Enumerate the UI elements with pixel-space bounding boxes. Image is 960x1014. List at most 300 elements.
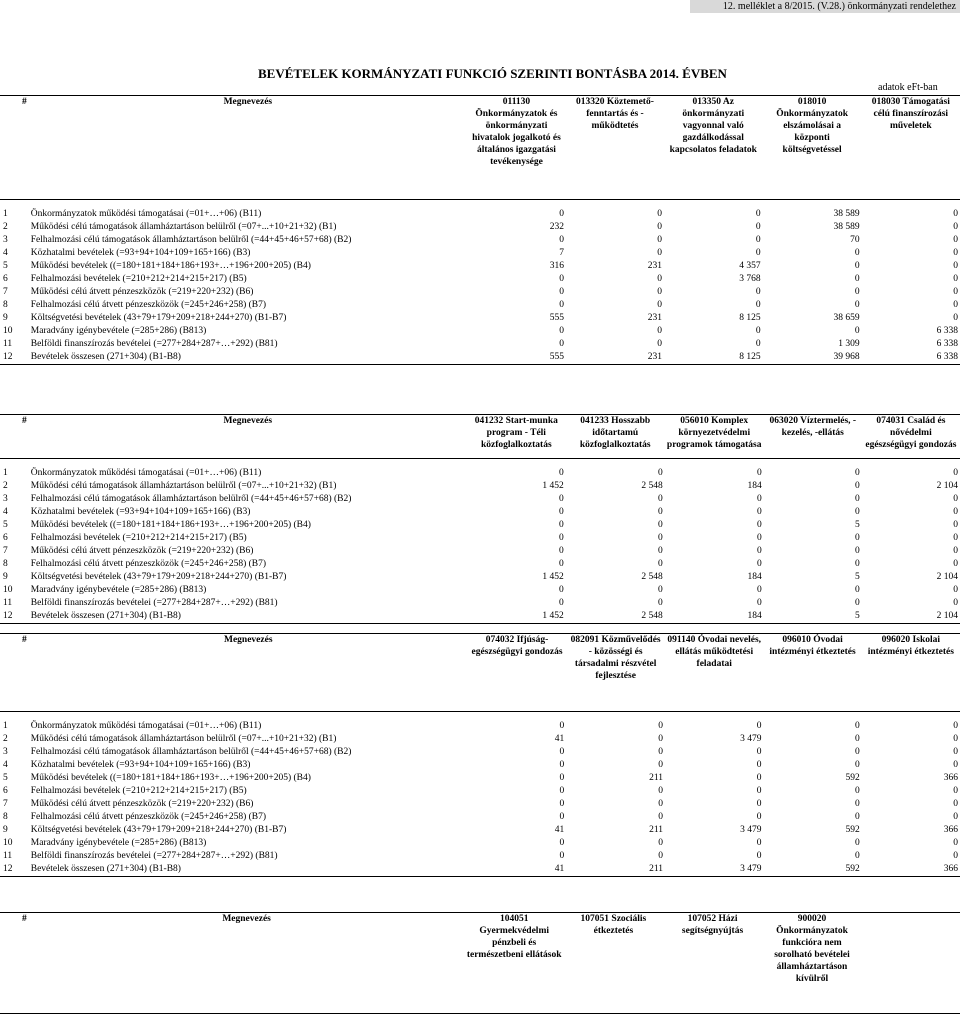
function-header: 018010 Önkormányzatok elszámolásai a központi költségvetéssel [763, 96, 862, 200]
table-row [0, 850, 960, 863]
row-number: 1 [3, 209, 8, 219]
value-cell: 0 [657, 222, 662, 232]
value-cell: 0 [756, 533, 762, 543]
row-label: Költségvetési bevételek (43+79+179+209+218+244+270) (B1-B7) [30, 313, 287, 323]
value-cell: 0 [854, 326, 860, 336]
table-row [0, 480, 960, 493]
function-header: 011130 Önkormányzatok és önkormányzati hivatalok jogalkotó és általános igazgatási tevékenysége [467, 96, 566, 200]
value-cell: 316 [549, 261, 564, 271]
value-cell: 0 [855, 546, 860, 556]
row-number: 5 [3, 520, 8, 530]
row-label: Működési célú támogatások államháztartáson belülről (=07+...+10+21+32) (B1) [30, 734, 337, 744]
value-cell: 0 [657, 546, 663, 556]
value-cell: 1 309 [838, 339, 860, 349]
value-cell: 0 [559, 274, 564, 284]
row-number: 7 [3, 287, 8, 297]
value-cell: 0 [755, 339, 761, 349]
row-label: Belföldi finanszírozás bevételei (=277+284+287+…+292) (B81) [30, 851, 278, 861]
value-cell: 0 [658, 734, 663, 744]
row-number: 6 [3, 786, 8, 796]
value-cell: 0 [559, 747, 565, 757]
value-cell: 0 [756, 494, 762, 504]
value-cell: 0 [755, 222, 761, 232]
value-cell: 0 [953, 209, 958, 219]
value-cell: 0 [657, 300, 662, 310]
value-cell: 0 [953, 313, 958, 323]
table-row [0, 785, 960, 798]
value-cell: 0 [953, 598, 958, 608]
row-number: 9 [3, 313, 8, 323]
value-cell: 3 768 [739, 274, 761, 284]
table-row [0, 733, 960, 746]
value-cell: 38 589 [833, 209, 860, 219]
row-number: 1 [3, 721, 8, 731]
table-row [0, 571, 960, 584]
value-cell: 184 [747, 481, 762, 491]
row-number: 12 [0, 863, 29, 877]
value-cell: 2 104 [862, 610, 960, 624]
value-cell: 0 [953, 533, 958, 543]
value-cell: 0 [953, 468, 958, 478]
value-cell: 0 [854, 287, 860, 297]
value-cell: 1 452 [542, 572, 564, 582]
value-cell: 0 [953, 261, 958, 271]
table-row [0, 260, 960, 273]
value-cell: 0 [854, 261, 860, 271]
col-name-header: Megnevezés [29, 96, 467, 200]
value-cell: 0 [559, 468, 564, 478]
value-cell: 0 [855, 494, 860, 504]
table-row [0, 746, 960, 759]
value-cell: 211 [649, 825, 663, 835]
value-cell: 0 [756, 838, 762, 848]
value-cell: 0 [559, 851, 565, 861]
value-cell: 0 [855, 598, 860, 608]
row-number: 9 [3, 825, 8, 835]
row-label: Maradvány igénybevétele (=285+286) (B813) [30, 585, 207, 595]
row-label: Működési bevételek ((=180+181+184+186+193+…+196+200+205) (B4) [30, 773, 311, 783]
table-row [0, 234, 960, 247]
col-hash-header: # [0, 415, 29, 459]
value-cell: 231 [566, 351, 664, 365]
value-cell: 184 [747, 572, 762, 582]
row-label: Működési célú átvett pénzeszközök (=219+220+232) (B6) [30, 546, 254, 556]
row-number: 8 [3, 559, 8, 569]
value-cell: 70 [850, 235, 860, 245]
value-cell: 211 [649, 773, 663, 783]
value-cell: 8 125 [739, 313, 761, 323]
value-cell: 0 [953, 799, 958, 809]
value-cell: 0 [658, 799, 663, 809]
table-row [0, 863, 960, 877]
row-label: Felhalmozási célú átvett pénzeszközök (=245+246+258) (B7) [30, 812, 267, 822]
table-header-row [0, 415, 960, 459]
value-cell: 592 [845, 825, 860, 835]
value-cell: 41 [554, 825, 565, 835]
row-number: 11 [3, 339, 13, 349]
function-header: 091140 Óvodai nevelés, ellátás működtetési feladatai [665, 634, 763, 712]
value-cell: 1 452 [467, 610, 566, 624]
table-row [0, 584, 960, 597]
value-cell: 0 [953, 494, 958, 504]
value-cell: 0 [953, 559, 958, 569]
value-cell: 0 [756, 546, 762, 556]
value-cell: 0 [657, 598, 663, 608]
value-cell: 0 [854, 812, 860, 822]
value-cell: 0 [756, 598, 762, 608]
value-cell: 0 [755, 300, 761, 310]
page-title: BEVÉTELEK KORMÁNYZATI FUNKCIÓ SZERINTI BONTÁSBA 2014. ÉVBEN [258, 66, 727, 81]
value-cell: 3 479 [740, 734, 762, 744]
table-row [0, 221, 960, 234]
table-row [0, 772, 960, 785]
function-header: 041233 Hosszabb időtartamú közfoglalkoztatás [566, 415, 665, 459]
value-cell: 366 [862, 863, 960, 877]
row-label: Maradvány igénybevétele (=285+286) (B813) [30, 838, 207, 848]
table-row [0, 545, 960, 558]
value-cell: 0 [854, 851, 860, 861]
value-cell: 0 [559, 559, 564, 569]
value-cell: 0 [657, 559, 663, 569]
table-row [0, 286, 960, 299]
value-cell: 555 [549, 313, 564, 323]
value-cell: 6 338 [936, 339, 958, 349]
value-cell: 6 338 [862, 351, 960, 365]
col-hash-header: # [0, 96, 29, 200]
value-cell: 0 [854, 760, 860, 770]
value-cell: 0 [658, 721, 663, 731]
table-row [0, 338, 960, 351]
value-cell: 0 [953, 520, 958, 530]
value-cell: 0 [657, 339, 662, 349]
value-cell: 0 [855, 468, 860, 478]
row-number: 12 [0, 351, 29, 365]
value-cell: 231 [647, 313, 662, 323]
row-label: Költségvetési bevételek (43+79+179+209+218+244+270) (B1-B7) [30, 825, 287, 835]
value-cell: 0 [953, 274, 958, 284]
value-cell: 0 [756, 721, 762, 731]
table-row [0, 312, 960, 325]
value-cell: 0 [854, 721, 860, 731]
value-cell: 0 [953, 734, 958, 744]
value-cell: 1 452 [542, 481, 564, 491]
value-cell: 0 [854, 747, 860, 757]
value-cell: 2 104 [936, 572, 958, 582]
value-cell: 0 [657, 274, 662, 284]
table-row [0, 558, 960, 571]
value-cell: 0 [953, 287, 958, 297]
value-cell: 366 [943, 773, 958, 783]
value-cell: 38 589 [833, 222, 860, 232]
table-row [0, 351, 960, 365]
value-cell: 555 [467, 351, 566, 365]
budget-table-2 [0, 414, 960, 624]
function-header [862, 913, 960, 1014]
value-cell: 6 338 [936, 326, 958, 336]
value-cell: 0 [657, 235, 662, 245]
value-cell: 0 [756, 507, 762, 517]
row-label: Felhalmozási célú támogatások államháztartáson belülről (=44+45+46+57+68) (B2) [30, 235, 352, 245]
value-cell: 0 [559, 598, 564, 608]
value-cell: 0 [755, 248, 761, 258]
row-number: 8 [3, 300, 8, 310]
value-cell: 0 [953, 235, 958, 245]
value-cell: 232 [549, 222, 564, 232]
value-cell: 3 479 [665, 863, 763, 877]
row-number: 1 [3, 468, 8, 478]
budget-table-4 [0, 912, 960, 1014]
function-header: 013350 Az önkormányzati vagyonnal való gazdálkodással kapcsolatos feladatok [664, 96, 763, 200]
function-header: 096010 Óvodai intézményi étkeztetés [763, 634, 861, 712]
row-label: Belföldi finanszírozás bevételei (=277+284+287+…+292) (B81) [30, 339, 278, 349]
value-cell: 0 [559, 520, 564, 530]
value-cell: 8 125 [664, 351, 763, 365]
function-header: 056010 Komplex környezetvédelmi programok támogatása [665, 415, 764, 459]
value-cell: 5 [764, 610, 862, 624]
value-cell: 5 [855, 520, 860, 530]
row-label: Működési bevételek ((=180+181+184+186+193+…+196+200+205) (B4) [30, 261, 311, 271]
value-cell: 0 [953, 546, 958, 556]
row-label: Felhalmozási célú támogatások államháztartáson belülről (=44+45+46+57+68) (B2) [30, 747, 352, 757]
value-cell: 5 [855, 572, 860, 582]
value-cell: 0 [755, 235, 761, 245]
row-label: Felhalmozási célú átvett pénzeszközök (=245+246+258) (B7) [30, 300, 267, 310]
value-cell: 3 479 [740, 825, 762, 835]
row-number: 2 [3, 734, 8, 744]
row-label: Felhalmozási bevételek (=210+212+214+215+217) (B5) [30, 786, 247, 796]
row-label: Bevételek összesen (271+304) (B1-B8) [29, 863, 468, 877]
value-cell: 211 [566, 863, 665, 877]
row-number: 2 [3, 481, 8, 491]
value-cell: 2 548 [641, 572, 663, 582]
table-row [0, 811, 960, 824]
value-cell: 0 [854, 786, 860, 796]
value-cell: 7 [559, 248, 564, 258]
value-cell: 0 [657, 209, 662, 219]
value-cell: 0 [756, 786, 762, 796]
spacer-row [0, 712, 960, 721]
value-cell: 0 [756, 585, 762, 595]
value-cell: 2 548 [566, 610, 665, 624]
row-label: Felhalmozási célú támogatások államháztartáson belülről (=44+45+46+57+68) (B2) [30, 494, 352, 504]
table-row [0, 824, 960, 837]
row-number: 5 [3, 261, 8, 271]
function-header: 104051 Gyermekvédelmi pénzbeli és természetbeni ellátások [464, 913, 564, 1014]
value-cell: 0 [559, 209, 564, 219]
table-row [0, 493, 960, 506]
table-row [0, 837, 960, 850]
value-cell: 0 [953, 851, 958, 861]
value-cell: 0 [559, 812, 565, 822]
value-cell: 0 [756, 773, 762, 783]
value-cell: 0 [657, 520, 663, 530]
table-row [0, 798, 960, 811]
unit-note: adatok eFt-ban [878, 82, 938, 93]
col-hash-header: # [0, 634, 29, 712]
value-cell: 0 [855, 533, 860, 543]
row-label: Önkormányzatok működési támogatásai (=01+…+06) (B11) [30, 468, 262, 478]
row-label: Belföldi finanszírozás bevételei (=277+284+287+…+292) (B81) [30, 598, 278, 608]
row-number: 3 [3, 494, 8, 504]
value-cell: 0 [657, 507, 663, 517]
row-number: 11 [3, 598, 13, 608]
table-row [0, 506, 960, 519]
value-cell: 0 [657, 287, 662, 297]
row-number: 8 [3, 812, 8, 822]
value-cell: 0 [559, 326, 564, 336]
function-header: 074031 Család és nővédelmi egészségügyi gondozás [862, 415, 960, 459]
value-cell: 0 [559, 546, 564, 556]
function-header: 082091 Közművelődés - közösségi és társadalmi részvétel fejlesztése [566, 634, 665, 712]
value-cell: 0 [657, 248, 662, 258]
value-cell: 0 [657, 326, 662, 336]
value-cell: 0 [756, 760, 762, 770]
value-cell: 0 [953, 721, 958, 731]
value-cell: 0 [559, 838, 565, 848]
row-label: Közhatalmi bevételek (=93+94+104+109+165+166) (B3) [30, 248, 251, 258]
value-cell: 0 [855, 585, 860, 595]
row-number: 3 [3, 747, 8, 757]
table-row [0, 325, 960, 338]
value-cell: 0 [854, 274, 860, 284]
value-cell: 0 [657, 494, 663, 504]
row-label: Költségvetési bevételek (43+79+179+209+218+244+270) (B1-B7) [30, 572, 287, 582]
value-cell: 592 [845, 773, 860, 783]
table-row [0, 519, 960, 532]
value-cell: 0 [854, 799, 860, 809]
value-cell: 0 [756, 851, 762, 861]
value-cell: 0 [658, 838, 663, 848]
row-number: 7 [3, 799, 8, 809]
value-cell: 0 [559, 585, 564, 595]
col-hash-header: # [0, 913, 29, 1014]
table-header-row [0, 96, 960, 200]
value-cell: 38 659 [833, 313, 860, 323]
row-number: 10 [3, 585, 13, 595]
row-number: 9 [3, 572, 8, 582]
table-row [0, 597, 960, 610]
value-cell: 0 [559, 339, 564, 349]
value-cell: 0 [756, 812, 762, 822]
value-cell: 0 [953, 838, 958, 848]
function-header: 063020 Víztermelés, -kezelés, -ellátás [764, 415, 862, 459]
value-cell: 0 [658, 747, 663, 757]
value-cell: 0 [756, 520, 762, 530]
value-cell: 0 [559, 760, 565, 770]
value-cell: 0 [855, 559, 860, 569]
function-header: 018030 Támogatási célú finanszírozási műveletek [862, 96, 960, 200]
value-cell: 231 [647, 261, 662, 271]
value-cell: 0 [854, 300, 860, 310]
row-number: 4 [3, 248, 8, 258]
row-label: Közhatalmi bevételek (=93+94+104+109+165+166) (B3) [30, 760, 251, 770]
table-row [0, 532, 960, 545]
value-cell: 0 [658, 812, 663, 822]
value-cell: 184 [665, 610, 764, 624]
budget-table-3 [0, 633, 960, 877]
table-row [0, 759, 960, 772]
value-cell: 0 [755, 209, 761, 219]
row-label: Bevételek összesen (271+304) (B1-B8) [29, 351, 467, 365]
row-number: 5 [3, 773, 8, 783]
value-cell: 41 [468, 863, 566, 877]
value-cell: 0 [755, 326, 761, 336]
table-row [0, 208, 960, 221]
col-name-header: Megnevezés [29, 415, 467, 459]
value-cell: 0 [953, 222, 958, 232]
row-label: Bevételek összesen (271+304) (B1-B8) [29, 610, 467, 624]
row-label: Felhalmozási célú átvett pénzeszközök (=245+246+258) (B7) [30, 559, 267, 569]
value-cell: 0 [953, 300, 958, 310]
value-cell: 0 [953, 812, 958, 822]
row-label: Felhalmozási bevételek (=210+212+214+215+217) (B5) [30, 274, 247, 284]
row-number: 10 [3, 326, 13, 336]
value-cell: 0 [953, 507, 958, 517]
value-cell: 0 [657, 533, 663, 543]
table-row [0, 247, 960, 260]
value-cell: 0 [756, 468, 762, 478]
header-note: 12. melléklet a 8/2015. (V.28.) önkormányzati rendelethez [690, 0, 960, 13]
row-label: Önkormányzatok működési támogatásai (=01+…+06) (B11) [30, 209, 262, 219]
value-cell: 0 [559, 300, 564, 310]
row-number: 2 [3, 222, 8, 232]
row-label: Működési célú átvett pénzeszközök (=219+220+232) (B6) [30, 287, 254, 297]
value-cell: 0 [658, 786, 663, 796]
table-row [0, 720, 960, 733]
table-header-row [0, 913, 960, 1014]
value-cell: 0 [559, 507, 564, 517]
value-cell: 0 [953, 585, 958, 595]
row-label: Maradvány igénybevétele (=285+286) (B813) [30, 326, 207, 336]
value-cell: 0 [854, 248, 860, 258]
value-cell: 0 [559, 721, 565, 731]
function-header: 900020 Önkormányzatok funkcióra nem sorolható bevételei államháztartáson kívülről [762, 913, 862, 1014]
function-header: 107051 Szociális étkeztetés [564, 913, 663, 1014]
row-number: 10 [3, 838, 13, 848]
value-cell: 0 [953, 248, 958, 258]
col-name-header: Megnevezés [29, 913, 465, 1014]
value-cell: 0 [657, 468, 663, 478]
row-label: Felhalmozási bevételek (=210+212+214+215+217) (B5) [30, 533, 247, 543]
col-name-header: Megnevezés [29, 634, 468, 712]
row-number: 11 [3, 851, 13, 861]
value-cell: 0 [953, 760, 958, 770]
value-cell: 0 [953, 786, 958, 796]
value-cell: 0 [559, 533, 564, 543]
value-cell: 0 [559, 799, 565, 809]
value-cell: 0 [756, 559, 762, 569]
table-row [0, 273, 960, 286]
row-number: 12 [0, 610, 29, 624]
value-cell: 0 [855, 507, 860, 517]
row-label: Közhatalmi bevételek (=93+94+104+109+165+166) (B3) [30, 507, 251, 517]
table-row [0, 610, 960, 624]
function-header: 074032 Ifjúság-egészségügyi gondozás [468, 634, 566, 712]
value-cell: 0 [559, 786, 565, 796]
table-row [0, 299, 960, 312]
value-cell: 41 [554, 734, 565, 744]
value-cell: 0 [756, 747, 762, 757]
row-number: 3 [3, 235, 8, 245]
value-cell: 0 [854, 734, 860, 744]
value-cell: 0 [658, 851, 663, 861]
row-number: 7 [3, 546, 8, 556]
spacer-row [0, 200, 960, 209]
value-cell: 0 [658, 760, 663, 770]
value-cell: 0 [855, 481, 860, 491]
row-label: Önkormányzatok működési támogatásai (=01+…+06) (B11) [30, 721, 262, 731]
row-label: Működési célú támogatások államháztartáson belülről (=07+...+10+21+32) (B1) [30, 481, 337, 491]
